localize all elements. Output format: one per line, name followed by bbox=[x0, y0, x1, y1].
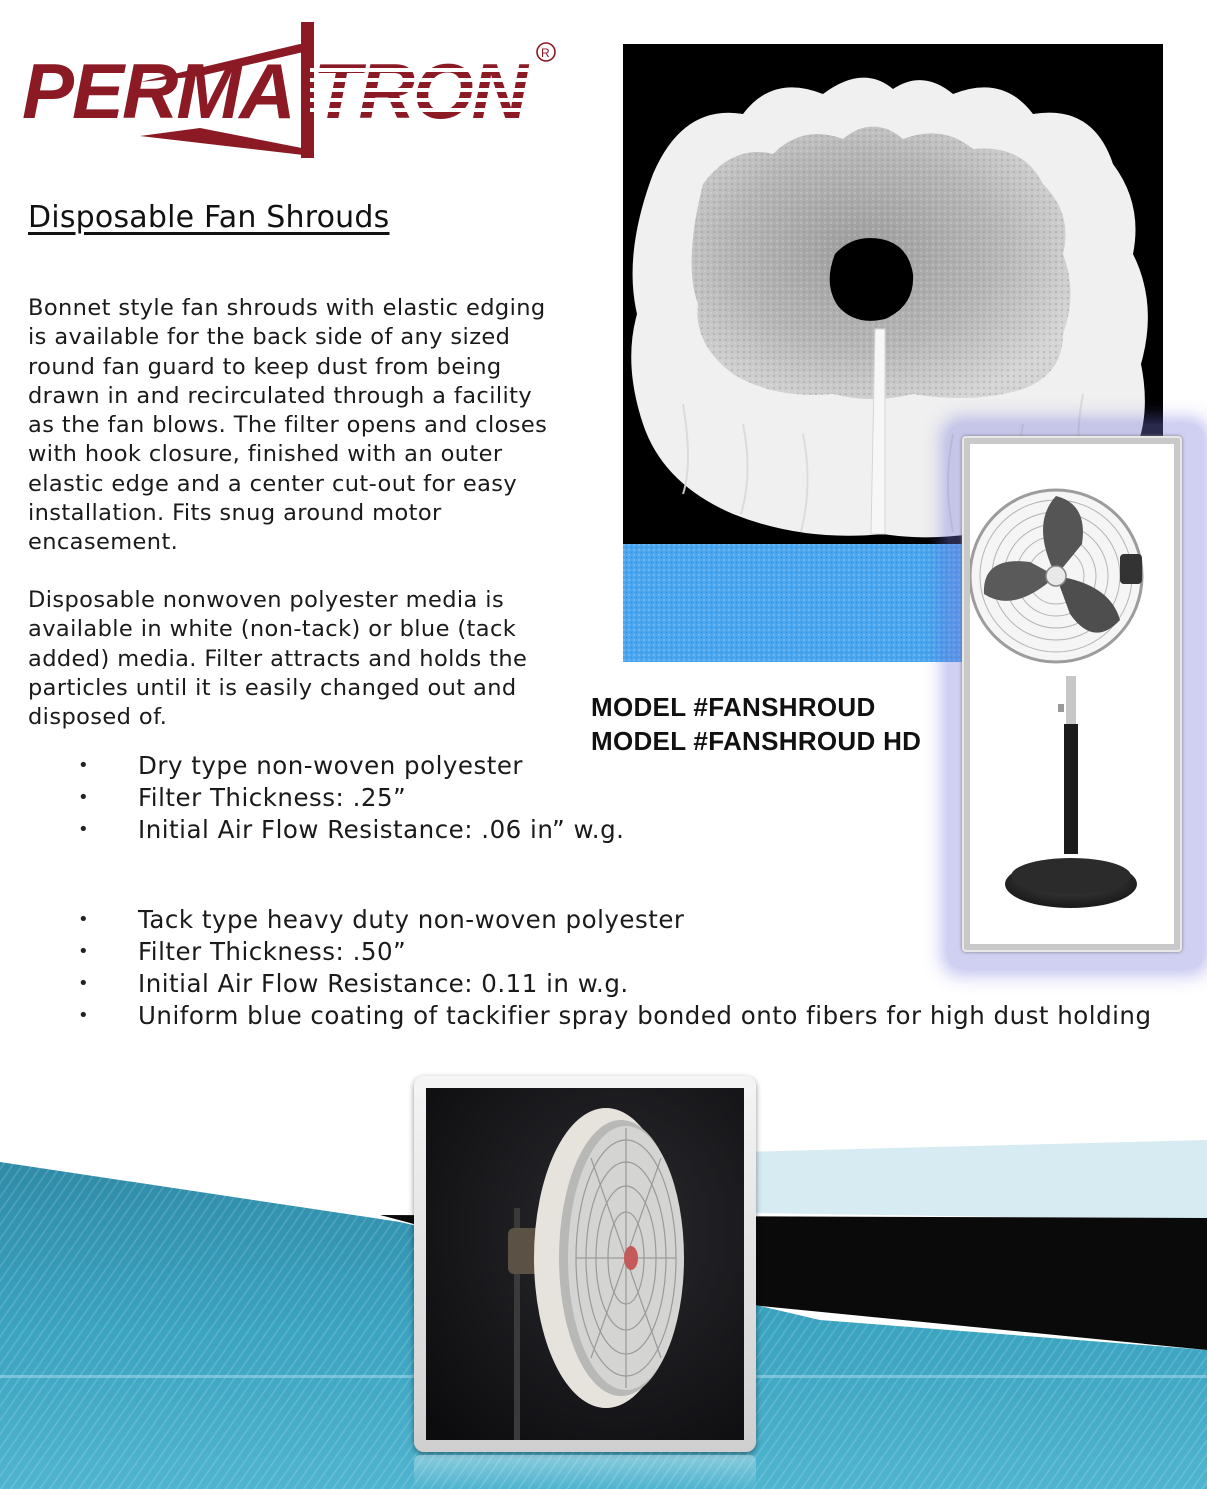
list-item: • Filter Thickness: .50” bbox=[78, 937, 407, 966]
media-paragraph: Disposable nonwoven polyester media is available in white (non-tack) or blue (tack added) media. Filter attracts and holds the particles until it is easily changed out and disposed of. bbox=[28, 587, 528, 731]
registered-mark: R bbox=[541, 46, 550, 60]
page-title: Disposable Fan Shrouds bbox=[28, 200, 390, 235]
list-item: • Initial Air Flow Resistance: 0.11 in w.g. bbox=[78, 969, 629, 998]
fan-with-shroud-photo bbox=[426, 1088, 744, 1440]
list-item: • Uniform blue coating of tackifier spray bonded onto fibers for high dust holding bbox=[78, 1001, 1152, 1030]
photo-reflection bbox=[414, 1455, 756, 1489]
list-item: • Dry type non-woven polyester bbox=[78, 751, 523, 780]
list-item: • Filter Thickness: .25” bbox=[78, 783, 407, 812]
center-cutout bbox=[830, 238, 913, 321]
model-number: MODEL #FANSHROUD bbox=[591, 692, 876, 722]
permatron-logo bbox=[20, 18, 565, 168]
model-number-hd: MODEL #FANSHROUD HD bbox=[591, 726, 922, 756]
description-paragraph: Bonnet style fan shrouds with elastic edging is available for the back side of any sized round fan guard to keep dust from being drawn in and recirculated through a facility as the fan blows. The filter opens and closes with hook closure, finished with an outer elastic edge and a center cut-out for easy installation. Fits snug around motor encasement. bbox=[28, 295, 548, 556]
logo-text-left: PERMA bbox=[22, 47, 294, 135]
standard-spec-list bbox=[78, 750, 624, 846]
logo-text-right bbox=[310, 47, 540, 135]
list-item: • Tack type heavy duty non-woven polyester bbox=[78, 905, 685, 934]
list-item: • Initial Air Flow Resistance: .06 in” w.g. bbox=[78, 815, 625, 844]
pedestal-fan-photo bbox=[970, 444, 1174, 944]
